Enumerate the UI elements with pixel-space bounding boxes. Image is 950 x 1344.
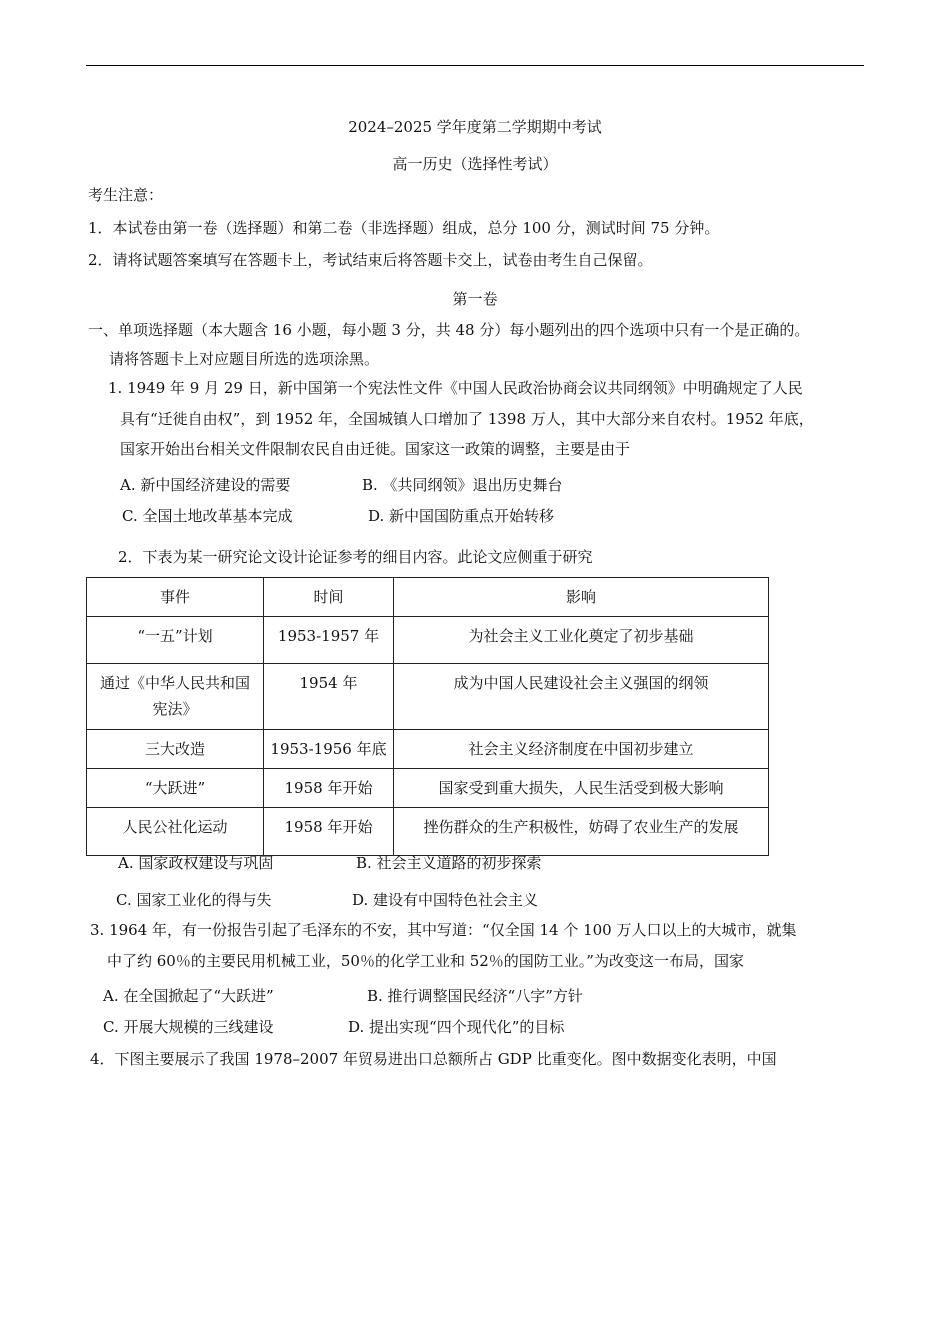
q1-stem-line-1: 1. 1949 年 9 月 29 日，新中国第一个宪法性文件《中国人民政治协商会议共同纲领》中明确规定了人民 xyxy=(108,379,803,397)
table-cell: 社会主义经济制度在中国初步建立 xyxy=(394,730,769,769)
q3-stem-line-1: 3. 1964 年，有一份报告引起了毛泽东的不安，其中写道：“仅全国 14 个 100 万人口以上的大城市，就集 xyxy=(90,921,797,939)
notice-heading: 考生注意： xyxy=(88,186,164,204)
q3-stem-line-2: 中了约 60％的主要民用机械工业，50％的化学工业和 52％的国防工业。”为改变这一布局，国家 xyxy=(107,952,744,970)
q3-option-b: B. 推行调整国民经济“八字”方针 xyxy=(367,987,583,1005)
table-row xyxy=(87,730,769,769)
table-cell: 1958 年开始 xyxy=(264,769,394,808)
q1-stem-line-2: 具有“迁徙自由权”，到 1952 年，全国城镇人口增加了 1398 万人，其中大部分来自农村。1952 年底， xyxy=(120,410,814,428)
table-cell: 1953-1957 年 xyxy=(264,617,394,664)
section-instruction: 请将答题卡上对应题目所选的选项涂黑。 xyxy=(109,350,380,368)
q3-option-c: C. 开展大规模的三线建设 xyxy=(103,1018,274,1036)
q2-option-c: C. 国家工业化的得与失 xyxy=(116,891,272,909)
header-rule xyxy=(86,65,864,66)
notice-item-1: 1．本试卷由第一卷（选择题）和第二卷（非选择题）组成，总分 100 分，测试时间 75 分钟。 xyxy=(88,219,720,237)
q2-option-d: D. 建设有中国特色社会主义 xyxy=(352,891,539,909)
table-cell: 挫伤群众的生产积极性，妨碍了农业生产的发展 xyxy=(394,808,769,856)
section-heading: 一、单项选择题（本大题含 16 小题，每小题 3 分，共 48 分）每小题列出的四个选项中只有一个是正确的。 xyxy=(88,321,810,339)
table-row xyxy=(87,664,769,730)
table-cell: 国家受到重大损失，人民生活受到极大影响 xyxy=(394,769,769,808)
table-header-cell: 影响 xyxy=(394,578,769,617)
table-cell: “大跃进” xyxy=(87,769,264,808)
q1-option-b: B. 《共同纲领》退出历史舞台 xyxy=(362,476,563,494)
table-header-cell: 事件 xyxy=(87,578,264,617)
volume-title: 第一卷 xyxy=(452,290,498,308)
q4-stem: 4．下图主要展示了我国 1978–2007 年贸易进出口总额所占 GDP 比重变化。图中数据变化表明，中国 xyxy=(90,1050,777,1068)
q3-option-a: A. 在全国掀起了“大跃进” xyxy=(103,987,274,1005)
table-cell: 1953-1956 年底 xyxy=(264,730,394,769)
table-cell: 通过《中华人民共和国宪法》 xyxy=(87,664,264,730)
notice-item-2: 2．请将试题答案填写在答题卡上，考试结束后将答题卡交上，试卷由考生自己保留。 xyxy=(88,251,653,269)
table-header-row xyxy=(87,578,769,617)
table-cell: 1954 年 xyxy=(264,664,394,730)
table-cell: 为社会主义工业化奠定了初步基础 xyxy=(394,617,769,664)
table-row xyxy=(87,808,769,856)
q2-stem: 2．下表为某一研究论文设计论证参考的细目内容。此论文应侧重于研究 xyxy=(118,548,593,566)
exam-subtitle: 高一历史（选择性考试） xyxy=(392,155,558,173)
exam-title: 2024–2025 学年度第二学期期中考试 xyxy=(348,118,602,136)
table-cell: “一五”计划 xyxy=(87,617,264,664)
q1-option-d: D. 新中国国防重点开始转移 xyxy=(368,507,555,525)
q1-option-c: C. 全国土地改革基本完成 xyxy=(122,507,293,525)
q1-stem-line-3: 国家开始出台相关文件限制农民自由迁徙。国家这一政策的调整，主要是由于 xyxy=(120,440,631,458)
q2-table xyxy=(86,577,769,856)
q3-option-d: D. 提出实现“四个现代化”的目标 xyxy=(348,1018,565,1036)
table-row xyxy=(87,617,769,664)
table-cell: 三大改造 xyxy=(87,730,264,769)
table-cell: 成为中国人民建设社会主义强国的纲领 xyxy=(394,664,769,730)
table-cell: 人民公社化运动 xyxy=(87,808,264,856)
q2-option-a: A. 国家政权建设与巩固 xyxy=(118,854,274,872)
q2-option-b: B. 社会主义道路的初步探索 xyxy=(356,854,542,872)
table-cell: 1958 年开始 xyxy=(264,808,394,856)
table-row xyxy=(87,769,769,808)
table-header-cell: 时间 xyxy=(264,578,394,617)
q1-option-a: A. 新中国经济建设的需要 xyxy=(120,476,291,494)
